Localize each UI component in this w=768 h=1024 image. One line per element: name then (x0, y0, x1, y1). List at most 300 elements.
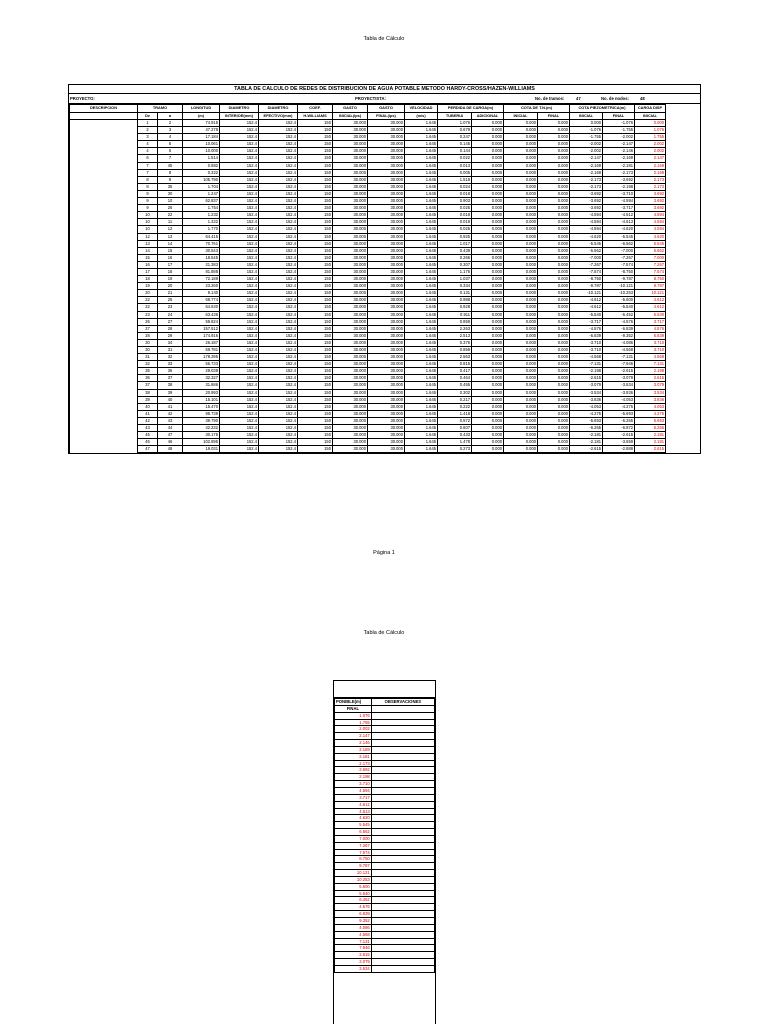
cell-diam-interior: 152.4 (220, 148, 259, 155)
cell-longitud: 1.247 (183, 190, 220, 197)
cell-perdida-tuberia: 0.222 (438, 403, 472, 410)
cell-cota-tn-inicial: 0.000 (504, 432, 538, 439)
table-row (70, 261, 666, 268)
table-row (335, 931, 435, 938)
cell-observaciones (371, 883, 434, 890)
cell-cota-piez-final: -4.576 (603, 318, 635, 325)
cell-cota-tn-inicial: 0.000 (504, 361, 538, 368)
cell-descripcion (70, 134, 138, 141)
cell-de: 1 (138, 120, 158, 127)
cell-perdida-tuberia: 0.273 (438, 446, 472, 453)
cell-perdida-tuberia: 1.478 (438, 439, 472, 446)
cell-cota-tn-final: 0.000 (538, 120, 570, 127)
cell-velocidad: 1.645 (405, 283, 438, 290)
cell-perdida-adicional: 0.000 (472, 403, 504, 410)
cell-diam-efectivo: 152.4 (259, 297, 298, 304)
cell-observaciones (371, 753, 434, 760)
cell-gasto-inicial: 30.000 (333, 432, 368, 439)
table-row (70, 162, 666, 169)
cell-observaciones (371, 965, 434, 972)
cell-velocidad: 1.645 (405, 361, 438, 368)
cell-cota-tn-final: 0.000 (538, 361, 570, 368)
cell-gasto-final: 30.000 (368, 410, 405, 417)
cell-carga-inicial: 5.693 (635, 417, 666, 424)
calculation-table-sheet (68, 84, 701, 454)
cell-longitud: 157.512 (183, 325, 220, 332)
cell-de: 42 (138, 417, 158, 424)
cell-observaciones (371, 719, 434, 726)
cell-de: 35 (138, 368, 158, 375)
cell-cota-tn-inicial: 0.000 (504, 120, 538, 127)
cell-de: 7 (138, 169, 158, 176)
cell-observaciones (371, 822, 434, 829)
cell-perdida-adicional: 0.000 (472, 240, 504, 247)
cell-perdida-adicional: 0.000 (472, 247, 504, 254)
table-row (70, 212, 666, 219)
cell-carga-inicial: 2.181 (635, 439, 666, 446)
cell-gasto-final: 30.000 (368, 155, 405, 162)
table-row (335, 897, 435, 904)
project-info-row (69, 94, 700, 104)
cell-carga-inicial: 2.173 (635, 176, 666, 183)
cell-cota-tn-inicial: 0.000 (504, 254, 538, 261)
sub-blank (70, 112, 138, 120)
cell-a: 27 (158, 318, 183, 325)
table-row (70, 120, 666, 127)
cell-perdida-tuberia: 0.145 (438, 141, 472, 148)
cell-diam-interior: 152.4 (220, 212, 259, 219)
cell-de: 12 (138, 233, 158, 240)
table-row (335, 849, 435, 856)
cell-diam-interior: 152.4 (220, 439, 259, 446)
cell-descripcion (70, 375, 138, 382)
cell-cota-piez-final: -4.275 (603, 403, 635, 410)
cell-cota-piez-final: -6.872 (603, 425, 635, 432)
cell-gasto-final: 30.000 (368, 290, 405, 297)
cell-a: 14 (158, 240, 183, 247)
cell-de: 30 (138, 339, 158, 346)
cell-coef-hw: 150 (298, 439, 333, 446)
cell-perdida-adicional: 0.000 (472, 283, 504, 290)
cell-perdida-adicional: 0.000 (472, 332, 504, 339)
cell-diam-interior: 152.4 (220, 290, 259, 297)
cell-a: 16 (158, 254, 183, 261)
cell-descripcion (70, 233, 138, 240)
cell-perdida-adicional: 0.000 (472, 375, 504, 382)
cell-gasto-inicial: 30.000 (333, 311, 368, 318)
cell-carga-final: 7.000 (335, 835, 372, 842)
cell-gasto-inicial: 30.000 (333, 318, 368, 325)
cell-perdida-tuberia: 0.144 (438, 148, 472, 155)
cell-gasto-final: 30.000 (368, 332, 405, 339)
cell-cota-tn-final: 0.000 (538, 425, 570, 432)
table-row (335, 712, 435, 719)
table-row (70, 389, 666, 396)
cell-cota-piez-inicial: -6.839 (570, 332, 603, 339)
cell-descripcion (70, 141, 138, 148)
cell-de: 13 (138, 240, 158, 247)
cell-observaciones (371, 760, 434, 767)
cell-diam-efectivo: 152.4 (259, 439, 298, 446)
cell-velocidad: 1.645 (405, 368, 438, 375)
cell-diam-interior: 152.4 (220, 240, 259, 247)
cell-a: 38 (158, 382, 183, 389)
sub-tn-inicial: INICIAL (504, 112, 538, 120)
cell-de: 10 (138, 226, 158, 233)
cell-cota-piez-inicial: -4.568 (570, 354, 603, 361)
table-row (70, 339, 666, 346)
page-number: Página 1 (373, 550, 395, 556)
cell-gasto-inicial: 30.000 (333, 276, 368, 283)
cell-cota-tn-inicial: 0.000 (504, 339, 538, 346)
cell-observaciones (371, 808, 434, 815)
cell-velocidad: 1.645 (405, 389, 438, 396)
cell-a: 19 (158, 276, 183, 283)
cell-perdida-tuberia: 0.022 (438, 155, 472, 162)
cell-diam-efectivo: 152.4 (259, 190, 298, 197)
cell-cota-tn-final: 0.000 (538, 247, 570, 254)
table-row (70, 155, 666, 162)
cell-observaciones (371, 904, 434, 911)
cell-carga-inicial: 3.692 (635, 190, 666, 197)
cell-carga-inicial: 3.079 (635, 382, 666, 389)
cell-cota-piez-inicial: -2.169 (570, 169, 603, 176)
cell-observaciones (371, 787, 434, 794)
cell-descripcion (70, 212, 138, 219)
cell-carga-final: 7.267 (335, 842, 372, 849)
cell-de: 32 (138, 361, 158, 368)
cell-perdida-tuberia: 2.563 (438, 354, 472, 361)
cell-de: 8 (138, 183, 158, 190)
table-row (70, 240, 666, 247)
cell-coef-hw: 150 (298, 212, 333, 219)
cell-velocidad: 1.645 (405, 141, 438, 148)
cell-gasto-inicial: 30.000 (333, 261, 368, 268)
cell-carga-final: 6.839 (335, 911, 372, 918)
cell-carga-final: 3.717 (335, 794, 372, 801)
cell-diam-interior: 152.4 (220, 432, 259, 439)
cell-cota-piez-inicial: -4.053 (570, 403, 603, 410)
cell-diam-efectivo: 152.4 (259, 375, 298, 382)
cell-longitud: 1.514 (183, 155, 220, 162)
cell-coef-hw: 150 (298, 120, 333, 127)
table-row (70, 439, 666, 446)
cell-velocidad: 1.645 (405, 148, 438, 155)
cell-descripcion (70, 332, 138, 339)
table-row (70, 141, 666, 148)
cell-cota-piez-inicial: -7.000 (570, 254, 603, 261)
cell-cota-tn-inicial: 0.000 (504, 162, 538, 169)
cell-longitud: 102.895 (183, 439, 220, 446)
table-row (70, 354, 666, 361)
cell-gasto-inicial: 30.000 (333, 148, 368, 155)
cell-gasto-final: 30.000 (368, 432, 405, 439)
cell-carga-inicial: 1.755 (635, 134, 666, 141)
cell-carga-final: 4.612 (335, 801, 372, 808)
cell-gasto-inicial: 30.000 (333, 389, 368, 396)
cell-cota-tn-final: 0.000 (538, 155, 570, 162)
table-row (335, 815, 435, 822)
cell-descripcion (70, 339, 138, 346)
cell-cota-tn-inicial: 0.000 (504, 261, 538, 268)
cell-cota-tn-final: 0.000 (538, 311, 570, 318)
cell-descripcion (70, 219, 138, 226)
cell-velocidad: 1.645 (405, 396, 438, 403)
cell-a: 42 (158, 410, 183, 417)
cell-longitud: 1.232 (183, 212, 220, 219)
cell-a: 44 (158, 425, 183, 432)
sub-carga-inicial: INICIAL (635, 112, 666, 120)
cell-diam-efectivo: 152.4 (259, 141, 298, 148)
cell-carga-inicial: 4.053 (635, 403, 666, 410)
cell-longitud: 174.916 (183, 332, 220, 339)
cell-perdida-adicional: 0.000 (472, 254, 504, 261)
header-row-2 (70, 112, 666, 120)
cell-velocidad: 1.645 (405, 240, 438, 247)
cell-cota-piez-final: -3.836 (603, 389, 635, 396)
cell-a: 39 (158, 389, 183, 396)
cell-perdida-adicional: 0.000 (472, 339, 504, 346)
cell-cota-piez-inicial: -2.169 (570, 162, 603, 169)
cell-gasto-final: 30.000 (368, 190, 405, 197)
cell-cota-piez-final: -7.946 (603, 361, 635, 368)
cell-observaciones (371, 918, 434, 925)
table-row (335, 965, 435, 972)
cell-cota-piez-final: -7.574 (603, 261, 635, 268)
cell-observaciones (371, 959, 434, 966)
cell-cota-piez-final: -10.121 (603, 283, 635, 290)
cell-velocidad: 1.645 (405, 134, 438, 141)
cell-velocidad: 1.645 (405, 155, 438, 162)
cell-perdida-adicional: 0.000 (472, 268, 504, 275)
cell-a: 7 (158, 155, 183, 162)
table-row (335, 959, 435, 966)
cell-cota-piez-inicial: -3.710 (570, 347, 603, 354)
cell-longitud: 98.739 (183, 410, 220, 417)
table-row (70, 446, 666, 453)
cell-cota-tn-final: 0.000 (538, 403, 570, 410)
cell-gasto-inicial: 30.000 (333, 127, 368, 134)
cell-a: 22 (158, 212, 183, 219)
cell-longitud: 23.260 (183, 283, 220, 290)
cell-descripcion (70, 261, 138, 268)
cell-cota-piez-inicial: -2.173 (570, 176, 603, 183)
cell-diam-interior: 152.4 (220, 162, 259, 169)
cell-cota-tn-final: 0.000 (538, 169, 570, 176)
cell-diam-interior: 152.4 (220, 389, 259, 396)
cell-velocidad: 1.645 (405, 347, 438, 354)
cell-longitud: 39.790 (183, 417, 220, 424)
cell-observaciones (371, 849, 434, 856)
cell-cota-piez-final: -4.594 (603, 198, 635, 205)
cell-de: 9 (138, 198, 158, 205)
cell-longitud: 0.322 (183, 169, 220, 176)
cell-cota-tn-inicial: 0.000 (504, 183, 538, 190)
cell-perdida-tuberia: 0.025 (438, 205, 472, 212)
cell-cota-tn-final: 0.000 (538, 240, 570, 247)
cell-velocidad: 1.645 (405, 410, 438, 417)
cell-carga-inicial: 0.000 (635, 120, 666, 127)
cell-perdida-tuberia: 0.024 (438, 183, 472, 190)
cell-carga-final: 5.545 (335, 822, 372, 829)
cell-observaciones (371, 781, 434, 788)
cell-a: 15 (158, 247, 183, 254)
cell-cota-piez-inicial: -2.615 (570, 446, 603, 453)
cell-coef-hw: 150 (298, 368, 333, 375)
col-gasto-final: GASTO (368, 105, 405, 113)
cell-carga-final: 1.076 (335, 712, 372, 719)
table-row (335, 856, 435, 863)
cell-diam-efectivo: 152.4 (259, 226, 298, 233)
cell-perdida-adicional: 0.000 (472, 318, 504, 325)
cell-descripcion (70, 382, 138, 389)
cell-cota-piez-final: -7.267 (603, 254, 635, 261)
cell-descripcion (70, 347, 138, 354)
cell-descripcion (70, 198, 138, 205)
cell-perdida-adicional: 0.000 (472, 325, 504, 332)
cell-perdida-adicional: 0.000 (472, 389, 504, 396)
cell-perdida-adicional: 0.000 (472, 311, 504, 318)
cell-diam-interior: 152.4 (220, 268, 259, 275)
cell-perdida-adicional: 0.000 (472, 276, 504, 283)
cell-coef-hw: 150 (298, 311, 333, 318)
cell-cota-tn-inicial: 0.000 (504, 169, 538, 176)
sub-hwilliams: H-WILLIAMS (298, 112, 333, 120)
cell-de: 2 (138, 127, 158, 134)
cell-carga-final: 9.352 (335, 918, 372, 925)
cell-observaciones (371, 746, 434, 753)
cell-coef-hw: 150 (298, 176, 333, 183)
cell-cota-piez-inicial: -3.710 (570, 339, 603, 346)
cell-cota-tn-inicial: 0.000 (504, 304, 538, 311)
cell-perdida-adicional: 0.000 (472, 169, 504, 176)
cell-longitud: 20.993 (183, 389, 220, 396)
cell-diam-interior: 152.4 (220, 446, 259, 453)
cell-velocidad: 1.645 (405, 446, 438, 453)
cell-a: 26 (158, 205, 183, 212)
cell-descripcion (70, 417, 138, 424)
table-row (70, 247, 666, 254)
cell-cota-tn-inicial: 0.000 (504, 332, 538, 339)
cell-cota-piez-final: -2.169 (603, 155, 635, 162)
cell-a: 25 (158, 297, 183, 304)
p2-sub-final: FINAL (335, 705, 372, 712)
cell-diam-efectivo: 152.4 (259, 417, 298, 424)
header-row-1 (70, 105, 666, 113)
cell-perdida-adicional: 0.000 (472, 361, 504, 368)
cell-velocidad: 1.645 (405, 162, 438, 169)
table-row (335, 726, 435, 733)
cell-observaciones (371, 842, 434, 849)
cell-gasto-inicial: 30.000 (333, 325, 368, 332)
cell-perdida-tuberia: 0.433 (438, 432, 472, 439)
cell-descripcion (70, 155, 138, 162)
table-row (335, 794, 435, 801)
cell-de: 41 (138, 410, 158, 417)
cell-observaciones (371, 733, 434, 740)
nodos-label: No. de nodos: (601, 96, 629, 101)
cell-a: 46 (158, 439, 183, 446)
cell-diam-efectivo: 152.4 (259, 361, 298, 368)
cell-cota-piez-inicial: -3.079 (570, 382, 603, 389)
cell-cota-piez-final: -3.717 (603, 205, 635, 212)
cell-cota-tn-inicial: 0.000 (504, 205, 538, 212)
cell-cota-piez-final: -3.659 (603, 439, 635, 446)
cell-longitud: 72.189 (183, 276, 220, 283)
cell-a: 40 (158, 396, 183, 403)
cell-longitud: 62.837 (183, 198, 220, 205)
cell-gasto-final: 30.000 (368, 233, 405, 240)
cell-a: 43 (158, 417, 183, 424)
cell-cota-tn-inicial: 0.000 (504, 276, 538, 283)
cell-carga-final: 4.576 (335, 904, 372, 911)
cell-gasto-inicial: 30.000 (333, 417, 368, 424)
table-row (70, 169, 666, 176)
cell-diam-efectivo: 152.4 (259, 254, 298, 261)
cell-cota-tn-inicial: 0.000 (504, 148, 538, 155)
cell-gasto-final: 30.000 (368, 148, 405, 155)
cell-carga-inicial: 2.002 (635, 148, 666, 155)
cell-diam-interior: 152.4 (220, 205, 259, 212)
cell-descripcion (70, 176, 138, 183)
cell-carga-inicial: 4.620 (635, 233, 666, 240)
cell-diam-efectivo: 152.4 (259, 332, 298, 339)
cell-cota-tn-inicial: 0.000 (504, 382, 538, 389)
cell-de: 17 (138, 268, 158, 275)
cell-observaciones (371, 794, 434, 801)
cell-velocidad: 1.645 (405, 247, 438, 254)
cell-coef-hw: 150 (298, 276, 333, 283)
table-row (335, 719, 435, 726)
cell-carga-inicial: 2.173 (635, 183, 666, 190)
cell-perdida-adicional: 0.000 (472, 368, 504, 375)
table-row (335, 781, 435, 788)
cell-descripcion (70, 283, 138, 290)
cell-de: 22 (138, 304, 158, 311)
cell-diam-interior: 152.4 (220, 176, 259, 183)
cell-perdida-adicional: 0.000 (472, 347, 504, 354)
table-row (335, 904, 435, 911)
cell-a: 2 (158, 120, 183, 127)
cell-perdida-tuberia: 0.018 (438, 190, 472, 197)
cell-cota-piez-final: -3.692 (603, 176, 635, 183)
continuation-table (334, 698, 435, 973)
cell-carga-inicial: 3.836 (635, 396, 666, 403)
cell-cota-tn-final: 0.000 (538, 304, 570, 311)
sub-final-lps: FINAL(lps) (368, 112, 405, 120)
cell-cota-piez-final: -6.265 (603, 417, 635, 424)
cell-coef-hw: 150 (298, 127, 333, 134)
cell-gasto-final: 30.000 (368, 261, 405, 268)
cell-gasto-final: 30.000 (368, 120, 405, 127)
cell-gasto-inicial: 30.000 (333, 347, 368, 354)
cell-cota-piez-final: -5.540 (603, 304, 635, 311)
cell-longitud: 56.733 (183, 361, 220, 368)
cell-cota-piez-final: -2.181 (603, 162, 635, 169)
table-row (70, 425, 666, 432)
cell-coef-hw: 150 (298, 347, 333, 354)
cell-cota-tn-final: 0.000 (538, 396, 570, 403)
cell-de: 38 (138, 389, 158, 396)
cell-carga-final: 6.562 (335, 829, 372, 836)
cell-cota-piez-inicial: -2.002 (570, 148, 603, 155)
cell-cota-piez-inicial: -5.540 (570, 311, 603, 318)
cell-diam-interior: 152.4 (220, 368, 259, 375)
cell-descripcion (70, 247, 138, 254)
cell-cota-piez-inicial: -4.594 (570, 212, 603, 219)
col-diametro-interior: DIAMETRO (220, 105, 259, 113)
cell-gasto-final: 30.000 (368, 403, 405, 410)
